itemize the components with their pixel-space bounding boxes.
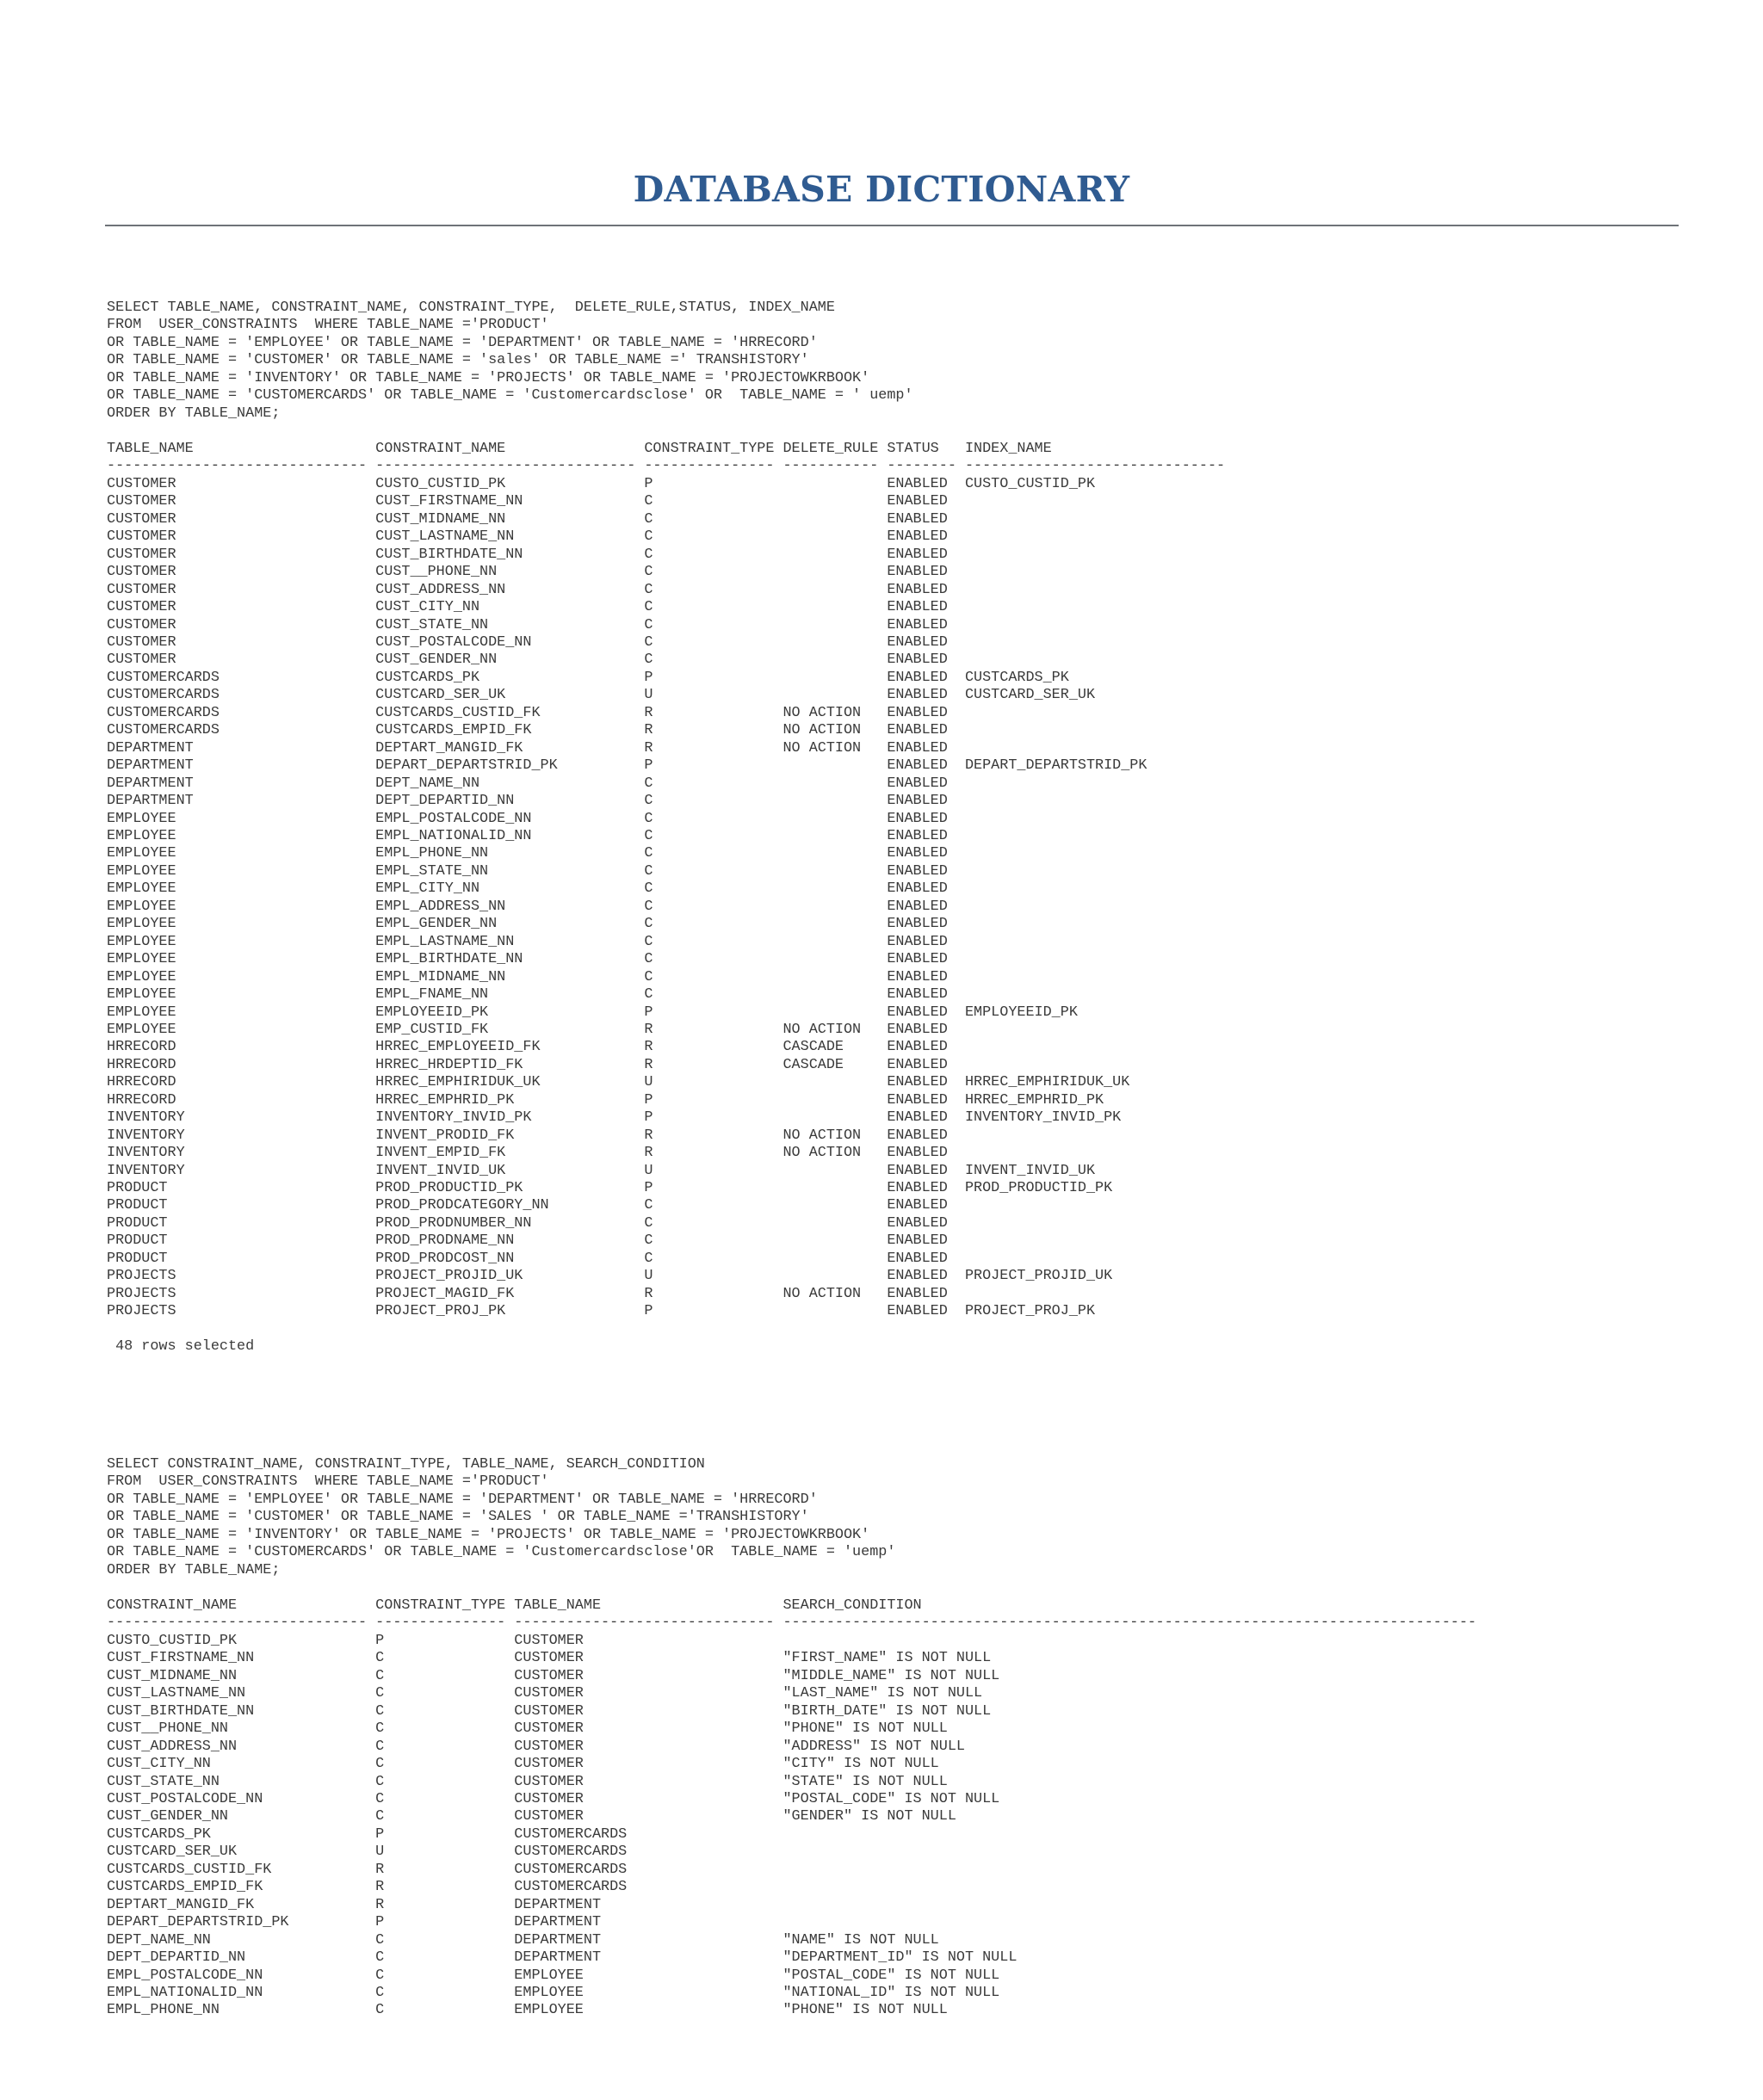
table-row: DEPARTMENT DEPTART_MANGID_FK R NO ACTION ENABLED <box>107 739 948 757</box>
table-row: CUSTOMER CUST_MIDNAME_NN C ENABLED <box>107 510 948 528</box>
sql-line: FROM USER_CONSTRAINTS WHERE TABLE_NAME ='PRODUCT' <box>107 317 549 334</box>
sql-line: OR TABLE_NAME = 'EMPLOYEE' OR TABLE_NAME = 'DEPARTMENT' OR TABLE_NAME = 'HRRECORD' <box>107 1491 818 1508</box>
table-row: DEPARTMENT DEPT_NAME_NN C ENABLED <box>107 775 948 792</box>
table-row: CUSTCARDS_PK P CUSTOMERCARDS <box>107 1825 628 1843</box>
table-row: CUST__PHONE_NN C CUSTOMER "PHONE" IS NOT NULL <box>107 1720 948 1738</box>
table-row: CUSTOMER CUSTO_CUSTID_PK P ENABLED CUSTO_CUSTID_PK <box>107 475 1096 492</box>
table-row: EMPL_NATIONALID_NN C EMPLOYEE "NATIONAL_ID" IS NOT NULL <box>107 1984 1000 2001</box>
table-row: CUSTOMER CUST_STATE_NN C ENABLED <box>107 616 948 633</box>
table-row: PRODUCT PROD_PRODNUMBER_NN C ENABLED <box>107 1214 948 1232</box>
table-row: EMPLOYEE EMPL_FNAME_NN C ENABLED <box>107 986 948 1004</box>
table-row: CUST_ADDRESS_NN C CUSTOMER "ADDRESS" IS NOT NULL <box>107 1738 965 1755</box>
table-row: INVENTORY INVENT_INVID_UK U ENABLED INVENT_INVID_UK <box>107 1162 1096 1179</box>
table-row: HRRECORD HRREC_EMPLOYEEID_FK R CASCADE ENABLED <box>107 1039 948 1056</box>
rows-selected-footer: 48 rows selected <box>107 1338 255 1356</box>
table-row: CUSTCARDS_CUSTID_FK R CUSTOMERCARDS <box>107 1861 628 1878</box>
table-row: INVENTORY INVENTORY_INVID_PK P ENABLED INVENTORY_INVID_PK <box>107 1109 1122 1127</box>
table-row: CUSTOMER CUST_FIRSTNAME_NN C ENABLED <box>107 493 948 510</box>
sql-line: SELECT CONSTRAINT_NAME, CONSTRAINT_TYPE, TABLE_NAME, SEARCH_CONDITION <box>107 1456 705 1473</box>
sql-line: ORDER BY TABLE_NAME; <box>107 1561 281 1578</box>
table-row: EMPLOYEE EMPL_NATIONALID_NN C ENABLED <box>107 827 948 844</box>
sql-line: OR TABLE_NAME = 'CUSTOMERCARDS' OR TABLE_NAME = 'Customercardsclose'OR TABLE_NAME = 'uemp' <box>107 1544 896 1561</box>
table-row: CUSTOMER CUST_LASTNAME_NN C ENABLED <box>107 528 948 546</box>
table-row: HRRECORD HRREC_EMPHRID_PK P ENABLED HRREC_EMPHRID_PK <box>107 1091 1104 1109</box>
table-row: EMPLOYEE EMPL_STATE_NN C ENABLED <box>107 862 948 880</box>
table-row: EMPLOYEE EMPL_LASTNAME_NN C ENABLED <box>107 933 948 950</box>
table-row: CUST_CITY_NN C CUSTOMER "CITY" IS NOT NULL <box>107 1756 939 1773</box>
query2-rows <box>107 1633 1656 2020</box>
query2-separator: ------------------------------ --------------- ------------------------------ -------------------------------------------------------------------------------- <box>107 1615 1477 1632</box>
table-row: CUSTOMER CUST_BIRTHDATE_NN C ENABLED <box>107 546 948 563</box>
table-row: DEPTART_MANGID_FK R DEPARTMENT <box>107 1896 602 1913</box>
sql-line: FROM USER_CONSTRAINTS WHERE TABLE_NAME ='PRODUCT' <box>107 1473 549 1491</box>
table-row: EMPLOYEE EMPL_PHONE_NN C ENABLED <box>107 845 948 862</box>
query1-result <box>107 441 1656 1356</box>
table-row: HRRECORD HRREC_EMPHIRIDUK_UK U ENABLED HRREC_EMPHIRIDUK_UK <box>107 1074 1130 1091</box>
table-row: HRRECORD HRREC_HRDEPTID_FK R CASCADE ENABLED <box>107 1056 948 1073</box>
table-row: CUSTO_CUSTID_PK P CUSTOMER <box>107 1632 584 1649</box>
sql-line: OR TABLE_NAME = 'CUSTOMER' OR TABLE_NAME = 'SALES ' OR TABLE_NAME ='TRANSHISTORY' <box>107 1509 809 1526</box>
table-row: PRODUCT PROD_PRODCOST_NN C ENABLED <box>107 1250 948 1267</box>
table-row: CUSTOMERCARDS CUSTCARDS_PK P ENABLED CUSTCARDS_PK <box>107 669 1069 686</box>
table-row: CUSTOMERCARDS CUSTCARDS_CUSTID_FK R NO ACTION ENABLED <box>107 704 948 721</box>
table-row: EMPLOYEE EMP_CUSTID_FK R NO ACTION ENABLED <box>107 1021 948 1038</box>
table-row: DEPT_NAME_NN C DEPARTMENT "NAME" IS NOT NULL <box>107 1931 939 1949</box>
sql-line: ORDER BY TABLE_NAME; <box>107 405 281 422</box>
table-row: CUSTOMER CUST_GENDER_NN C ENABLED <box>107 652 948 669</box>
sql-line: OR TABLE_NAME = 'CUSTOMERCARDS' OR TABLE_NAME = 'Customercardsclose' OR TABLE_NAME = ' uemp' <box>107 387 913 405</box>
table-row: EMPLOYEE EMPLOYEEID_PK P ENABLED EMPLOYEEID_PK <box>107 1004 1078 1021</box>
table-row: CUST_LASTNAME_NN C CUSTOMER "LAST_NAME" IS NOT NULL <box>107 1685 983 1702</box>
table-row: DEPART_DEPARTSTRID_PK P DEPARTMENT <box>107 1914 602 1931</box>
table-row: PRODUCT PROD_PRODCATEGORY_NN C ENABLED <box>107 1197 948 1214</box>
table-row: EMPLOYEE EMPL_GENDER_NN C ENABLED <box>107 916 948 933</box>
table-row: EMPLOYEE EMPL_ADDRESS_NN C ENABLED <box>107 898 948 915</box>
title-underline <box>105 225 1679 226</box>
table-row: INVENTORY INVENT_PRODID_FK R NO ACTION ENABLED <box>107 1127 948 1144</box>
table-row: CUSTOMERCARDS CUSTCARDS_EMPID_FK R NO ACTION ENABLED <box>107 722 948 739</box>
table-row: DEPT_DEPARTID_NN C DEPARTMENT "DEPARTMENT_ID" IS NOT NULL <box>107 1949 1018 1967</box>
table-row: CUSTOMER CUST_POSTALCODE_NN C ENABLED <box>107 633 948 651</box>
table-row: CUSTCARD_SER_UK U CUSTOMERCARDS <box>107 1844 628 1861</box>
table-row: INVENTORY INVENT_EMPID_FK R NO ACTION ENABLED <box>107 1145 948 1162</box>
sql-line: OR TABLE_NAME = 'INVENTORY' OR TABLE_NAME = 'PROJECTS' OR TABLE_NAME = 'PROJECTOWKRBOOK' <box>107 1526 870 1543</box>
table-row: CUSTOMERCARDS CUSTCARD_SER_UK U ENABLED CUSTCARD_SER_UK <box>107 687 1096 704</box>
table-row: CUSTOMER CUST_CITY_NN C ENABLED <box>107 599 948 616</box>
table-row: CUST_MIDNAME_NN C CUSTOMER "MIDDLE_NAME" IS NOT NULL <box>107 1667 1000 1684</box>
page-title: DATABASE DICTIONARY <box>633 169 1130 210</box>
query1-rows <box>107 476 1656 1321</box>
sql-line: OR TABLE_NAME = 'CUSTOMER' OR TABLE_NAME = 'sales' OR TABLE_NAME =' TRANSHISTORY' <box>107 352 809 369</box>
table-row: EMPLOYEE EMPL_MIDNAME_NN C ENABLED <box>107 968 948 985</box>
table-row: CUST_FIRSTNAME_NN C CUSTOMER "FIRST_NAME" IS NOT NULL <box>107 1650 992 1667</box>
table-row: CUST_BIRTHDATE_NN C CUSTOMER "BIRTH_DATE" IS NOT NULL <box>107 1702 992 1720</box>
table-row: EMPLOYEE EMPL_BIRTHDATE_NN C ENABLED <box>107 951 948 968</box>
table-row: CUST_POSTALCODE_NN C CUSTOMER "POSTAL_CODE" IS NOT NULL <box>107 1790 1000 1807</box>
query2-result <box>107 1597 1656 2020</box>
table-row: EMPL_PHONE_NN C EMPLOYEE "PHONE" IS NOT NULL <box>107 2002 948 2019</box>
table-row: CUST_STATE_NN C CUSTOMER "STATE" IS NOT NULL <box>107 1773 948 1790</box>
table-row: CUST_GENDER_NN C CUSTOMER "GENDER" IS NOT NULL <box>107 1808 956 1825</box>
table-row: DEPARTMENT DEPT_DEPARTID_NN C ENABLED <box>107 793 948 810</box>
query1-separator: ------------------------------ ------------------------------ --------------- ----------- -------- ------------------------------ <box>107 458 1226 475</box>
table-row: CUSTOMER CUST__PHONE_NN C ENABLED <box>107 564 948 581</box>
table-row: DEPARTMENT DEPART_DEPARTSTRID_PK P ENABLED DEPART_DEPARTSTRID_PK <box>107 757 1147 775</box>
table-row: PRODUCT PROD_PRODUCTID_PK P ENABLED PROD_PRODUCTID_PK <box>107 1180 1113 1197</box>
table-row: CUSTCARDS_EMPID_FK R CUSTOMERCARDS <box>107 1879 628 1896</box>
table-row: PROJECTS PROJECT_MAGID_FK R NO ACTION ENABLED <box>107 1285 948 1302</box>
sql-line: OR TABLE_NAME = 'INVENTORY' OR TABLE_NAME = 'PROJECTS' OR TABLE_NAME = 'PROJECTOWKRBOOK' <box>107 369 870 386</box>
table-row: PROJECTS PROJECT_PROJID_UK U ENABLED PROJECT_PROJID_UK <box>107 1268 1113 1285</box>
sql-line: OR TABLE_NAME = 'EMPLOYEE' OR TABLE_NAME = 'DEPARTMENT' OR TABLE_NAME = 'HRRECORD' <box>107 334 818 351</box>
table-row: EMPLOYEE EMPL_CITY_NN C ENABLED <box>107 880 948 898</box>
table-row: PROJECTS PROJECT_PROJ_PK P ENABLED PROJECT_PROJ_PK <box>107 1303 1096 1320</box>
table-row: CUSTOMER CUST_ADDRESS_NN C ENABLED <box>107 581 948 598</box>
table-row: EMPL_POSTALCODE_NN C EMPLOYEE "POSTAL_CODE" IS NOT NULL <box>107 1967 1000 1984</box>
sql-line: SELECT TABLE_NAME, CONSTRAINT_NAME, CONSTRAINT_TYPE, DELETE_RULE,STATUS, INDEX_NAME <box>107 300 835 316</box>
table-row: PRODUCT PROD_PRODNAME_NN C ENABLED <box>107 1232 948 1250</box>
table-row: EMPLOYEE EMPL_POSTALCODE_NN C ENABLED <box>107 810 948 827</box>
query1-header: TABLE_NAME CONSTRAINT_NAME CONSTRAINT_TYPE DELETE_RULE STATUS INDEX_NAME <box>107 441 1052 457</box>
query2-header: CONSTRAINT_NAME CONSTRAINT_TYPE TABLE_NAME SEARCH_CONDITION <box>107 1597 922 1614</box>
query2-sql <box>107 1456 1656 1579</box>
query1-sql <box>107 300 1656 423</box>
